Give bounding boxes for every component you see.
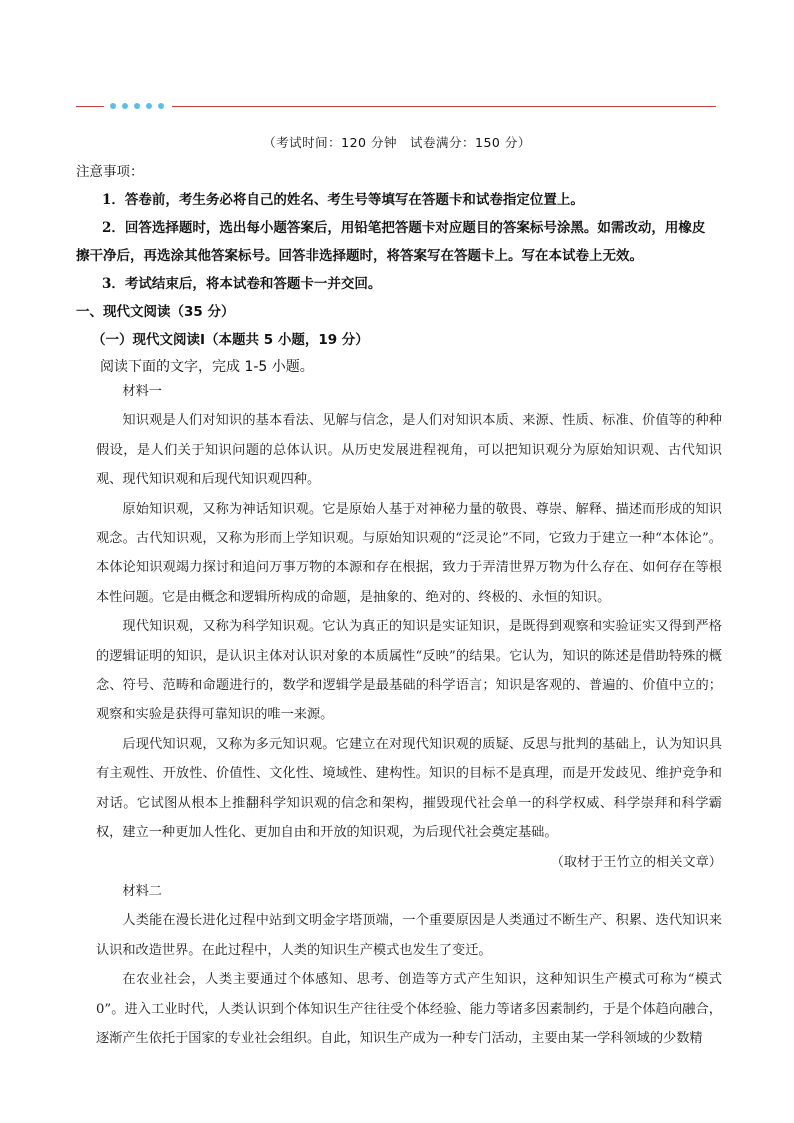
section-subtitle: （一）现代文阅读Ⅰ（本题共 5 小题，19 分） [92,332,369,348]
header-dot [146,103,152,109]
reading-passage [96,377,722,1053]
material-2-label: 材料二 [122,883,162,899]
exam-info: （考试时间：120 分钟 试卷满分：150 分） [263,135,531,150]
header-dot [158,103,164,109]
notice-item-2: 2．回答选择题时，选出每小题答案后，用铅笔把答题卡对应题目的答案标号涂黑。如需改动，用橡皮 [102,220,706,236]
material-1-paragraph: 后现代知识观，又称为多元知识观。它建立在对现代知识观的质疑、反思与批判的基础上，认为知识具有主观性、开放性、价值性、文化性、境域性、建构性。知识的目标不是真理，而是开发歧见、维护竞争和对话。它试图从根本上推翻科学知识观的信念和架构，摧毁现代社会单一的科学权威、科学崇拜和科学霸权，建立一种更加人性化、更加自由和开放的知识观，为后现代社会奠定基础。 [96,736,722,841]
header-rule-left [76,106,104,107]
section-instruction: 阅读下面的文字，完成 1-5 小题。 [100,359,314,375]
material-2-paragraph: 人类能在漫长进化过程中站到文明金字塔顶端，一个重要原因是人类通过不断生产、积累、迭代知识来认识和改造世界。在此过程中，人类的知识生产模式也发生了变迁。 [96,913,722,958]
notice-item-1: 1．答卷前，考生务必将自己的姓名、考生号等填写在答题卡和试卷指定位置上。 [102,192,584,208]
material-1-source: （取材于王竹立的相关文章） [550,854,722,870]
material-1-paragraph: 知识观是人们对知识的基本看法、见解与信念，是人们对知识本质、来源、性质、标准、价值等的种种假设，是人们关于知识问题的总体认识。从历史发展进程视角，可以把知识观分为原始知识观、古代知识观、现代知识观和后现代知识观四种。 [96,413,722,488]
material-1-paragraph: 现代知识观，又称为科学知识观。它认为真正的知识是实证知识，是既得到观察和实验证实又得到严格的逻辑证明的知识，是认识主体对认识对象的本质属性“反映”的结果。它认为，知识的陈述是借助特殊的概念、符号、范畴和命题进行的，数学和逻辑学是最基础的科学语言；知识是客观的、普遍的、价值中立的；观察和实验是获得可靠知识的唯一来源。 [96,619,722,723]
header-dot [110,103,116,109]
notice-item-2-cont: 擦干净后，再选涂其他答案标号。回答非选择题时，将答案写在答题卡上。写在本试卷上无效。 [76,248,643,264]
material-1-label: 材料一 [122,384,162,399]
section-title: 一、现代文阅读（35 分） [76,304,235,320]
notice-title: 注意事项： [76,164,144,180]
material-1-paragraph: 原始知识观，又称为神话知识观。它是原始人基于对神秘力量的敬畏、尊崇、解释、描述而形成的知识观念。古代知识观，又称为形而上学知识观。与原始知识观的“泛灵论”不同，它致力于建立一种“本体论”。本体论知识观竭力探讨和追问万事万物的本源和存在根据，致力于弄清世界万物为什么存在、如何存在等根本性问题。它是由概念和逻辑所构成的命题，是抽象的、绝对的、终极的、永恒的知识。 [96,501,722,605]
header-dot [134,103,140,109]
material-2-paragraph: 在农业社会，人类主要通过个体感知、思考、创造等方式产生知识，这种知识生产模式可称为“模式0”。进入工业时代，人类认识到个体知识生产往往受个体经验、能力等诸多因素制约，于是个体趋向融合，逐渐产生依托于国家的专业社会组织。自此，知识生产成为一种专门活动，主要由某一学科领域的少数精 [96,972,722,1046]
header-rule-right [172,106,716,107]
notice-item-3: 3．考试结束后，将本试卷和答题卡一并交回。 [102,276,382,292]
header-dots [110,103,164,109]
header-dot [122,103,128,109]
header-rule [76,106,716,108]
